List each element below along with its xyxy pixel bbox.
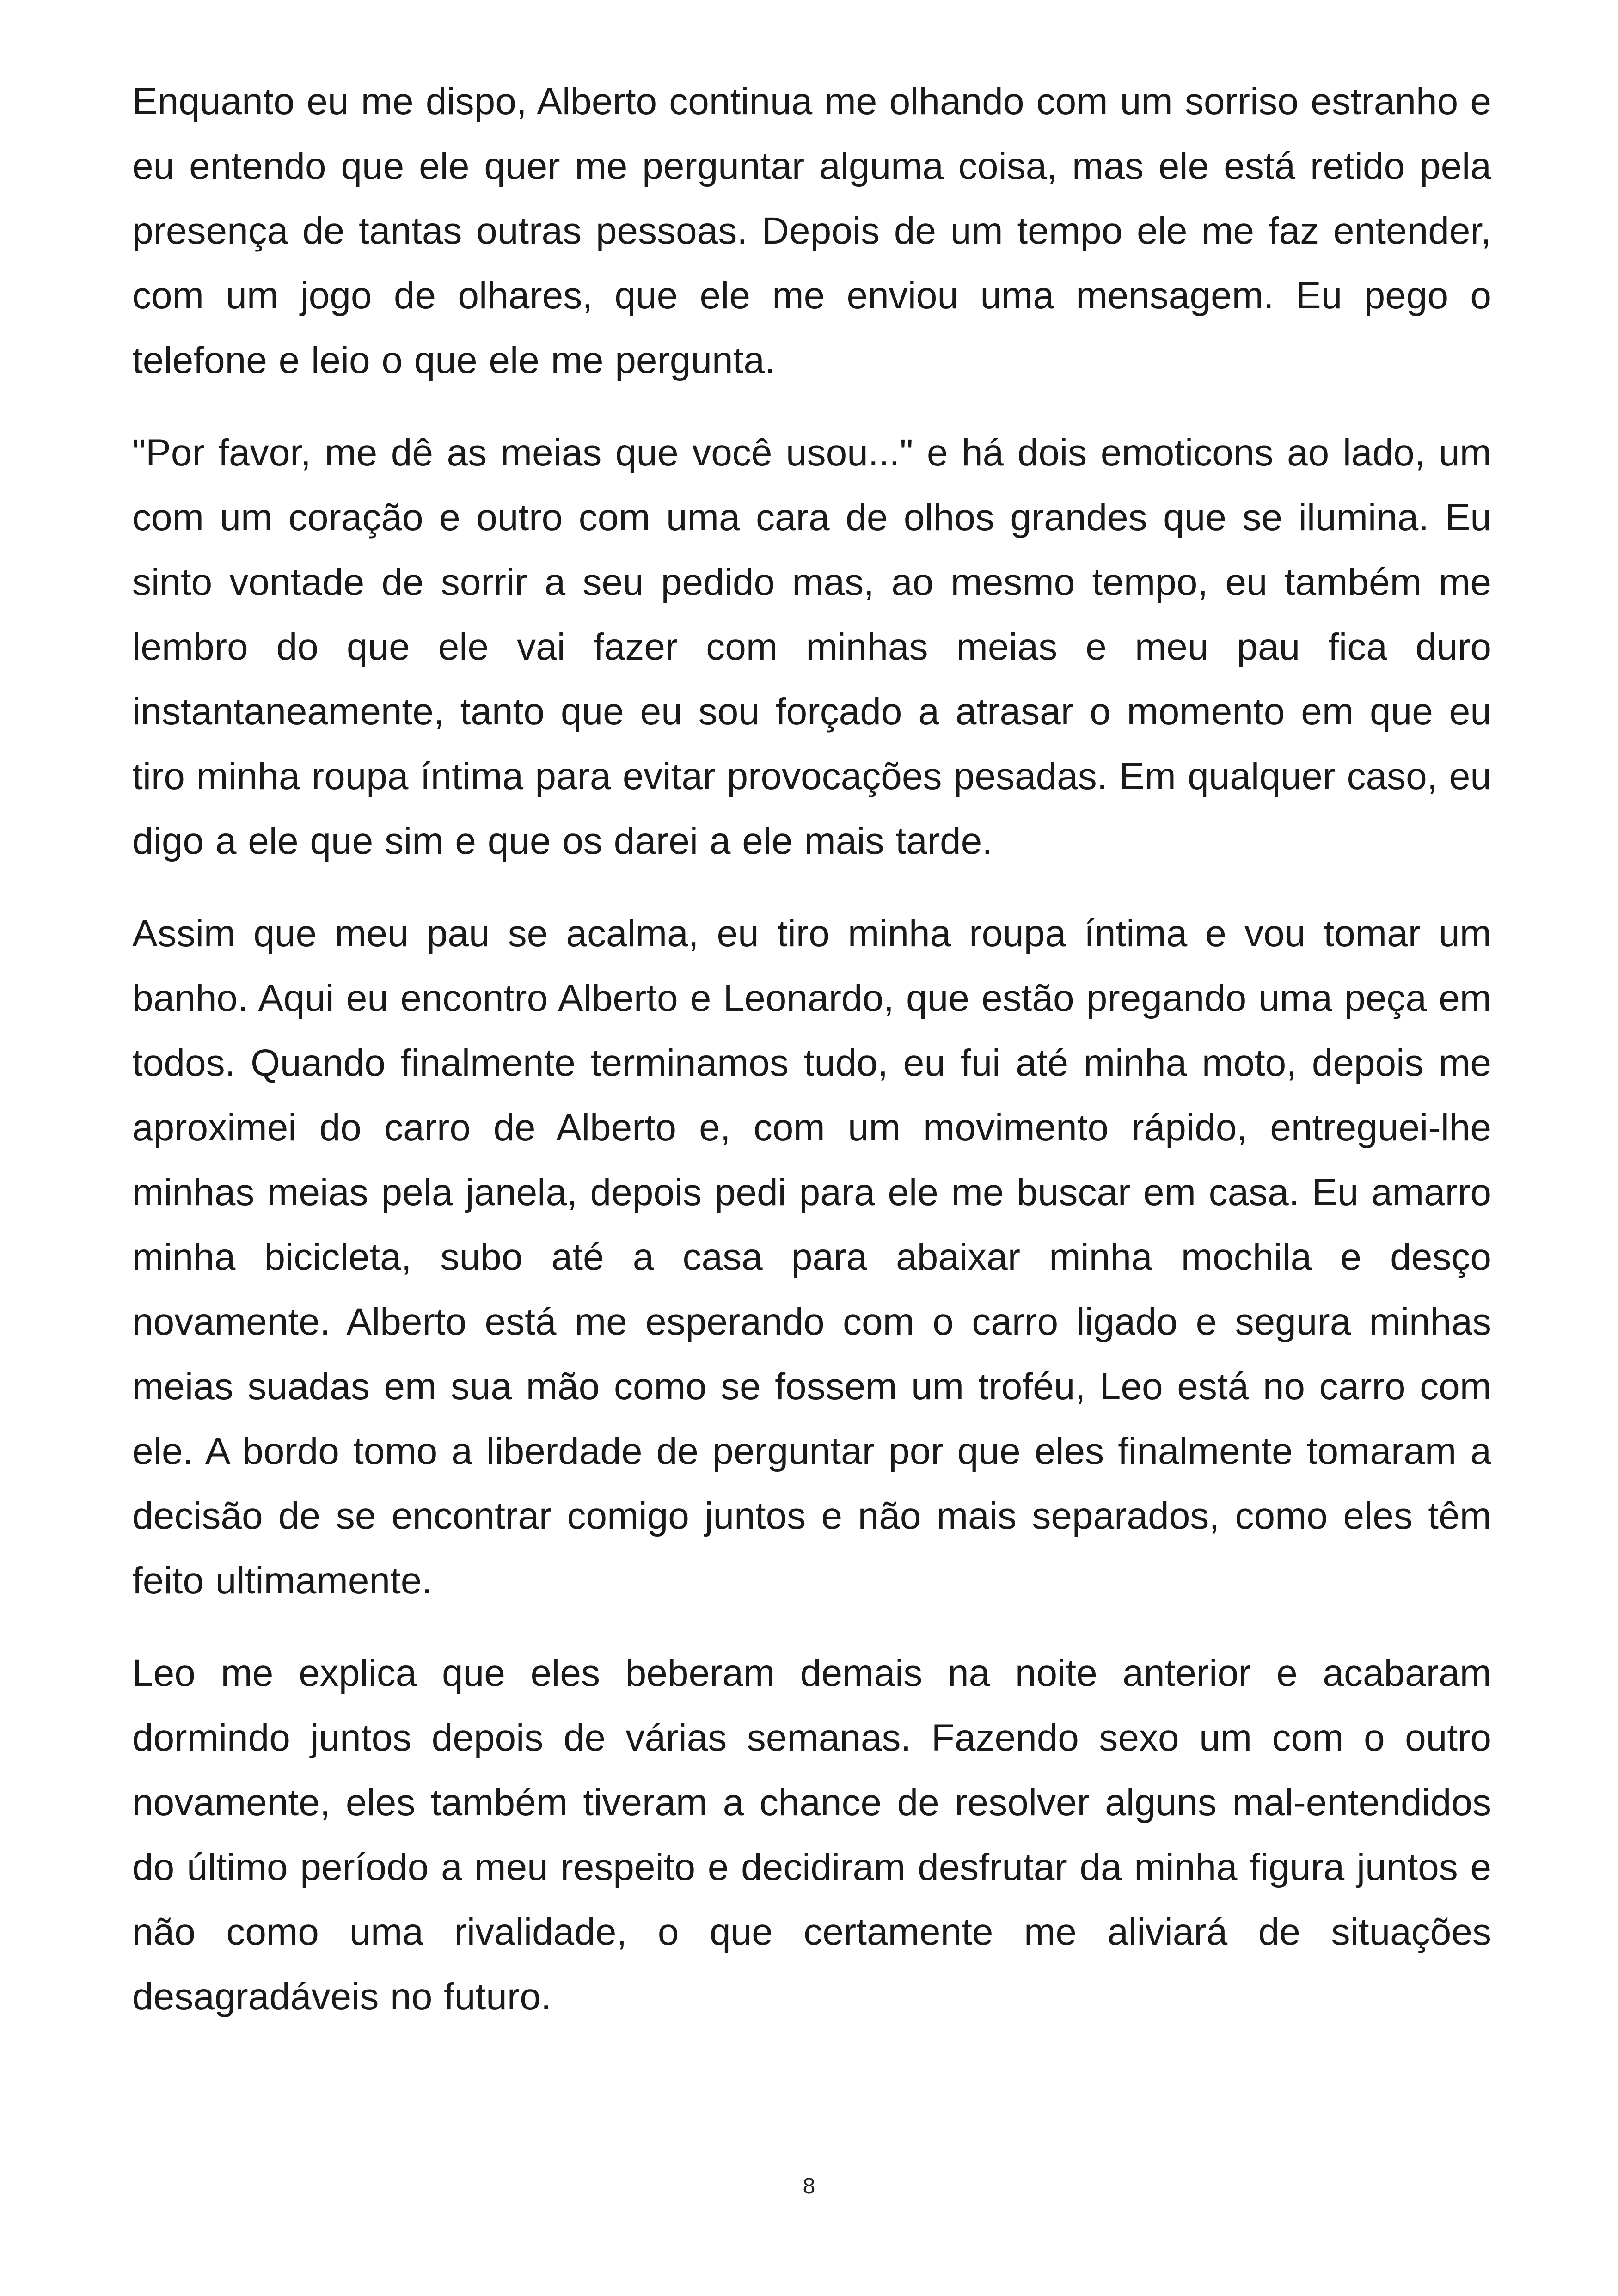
paragraph-4: Leo me explica que eles beberam demais na noite anterior e acabaram dormindo juntos depois de várias semanas. Fazendo sexo um com o outro novamente, eles também tiveram a chance de resolver alguns mal-entendidos do último período a meu respeito e decidiram desfrutar da minha figura juntos e não como uma rivalidade, o que certamente me aliviará de situações desagradáveis no futuro. [132,1652,1491,2018]
paragraph-1: Enquanto eu me dispo, Alberto continua me olhando com um sorriso estranho e eu entendo que ele quer me perguntar alguma coisa, mas ele está retido pela presença de tantas outras pessoas. Depois de um tempo ele me faz entender, com um jogo de olhares, que ele me enviou uma mensagem. Eu pego o telefone e leio o que ele me pergunta. [132,80,1491,381]
paragraph-3: Assim que meu pau se acalma, eu tiro minha roupa íntima e vou tomar um banho. Aqui eu encontro Alberto e Leonardo, que estão pregando uma peça em todos. Quando finalmente terminamos tudo, eu fui até minha moto, depois me aproximei do carro de Alberto e, com um movimento rápido, entreguei-lhe minhas meias pela janela, depois pedi para ele me buscar em casa. Eu amarro minha bicicleta, subo até a casa para abaixar minha mochila e desço novamente. Alberto está me esperando com o carro ligado e segura minhas meias suadas em sua mão como se fossem um troféu, Leo está no carro com ele. A bordo tomo a liberdade de perguntar por que eles finalmente tomaram a decisão de se encontrar comigo juntos e não mais separados, como eles têm feito ultimamente. [132,912,1491,1602]
paragraph-2: "Por favor, me dê as meias que você usou..." e há dois emoticons ao lado, um com um coração e outro com uma cara de olhos grandes que se ilumina. Eu sinto vontade de sorrir a seu pedido mas, ao mesmo tempo, eu também me lembro do que ele vai fazer com minhas meias e meu pau fica duro instantaneamente, tanto que eu sou forçado a atrasar o momento em que eu tiro minha roupa íntima para evitar provocações pesadas. Em qualquer caso, eu digo a ele que sim e que os darei a ele mais tarde. [132,432,1491,862]
page-number: 8 [803,2174,815,2198]
body-text [132,69,1491,2057]
